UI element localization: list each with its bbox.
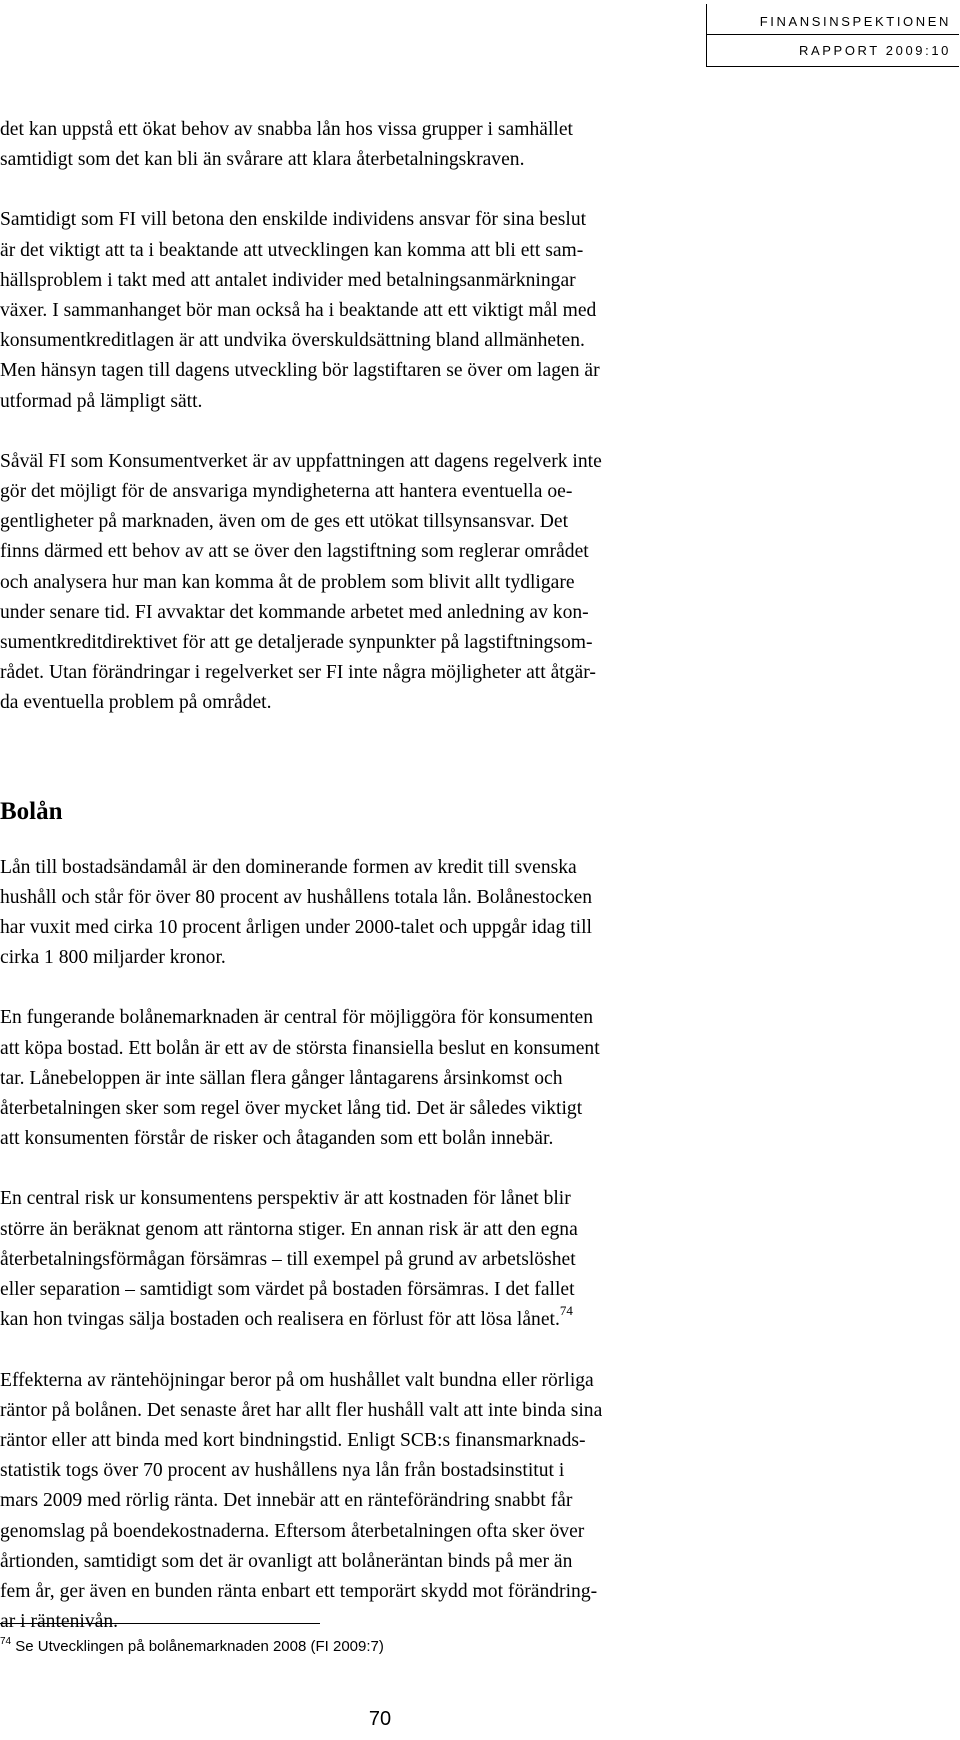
paragraph <box>0 115 954 175</box>
text-line: samtidigt som det kan bli än svårare att klara återbetalningskraven. <box>0 149 525 171</box>
page-number: 70 <box>368 1708 392 1730</box>
text-line: återbetalningsförmågan försämras – till exempel på grund av arbetslöshet <box>0 1248 576 1270</box>
text-line: utformad på lämpligt sätt. <box>0 390 203 412</box>
report-header <box>706 4 959 67</box>
footnote-reference: 74 <box>559 1303 573 1319</box>
footnote-divider <box>0 1623 320 1624</box>
text-line: tar. Lånebeloppen är inte sällan flera gånger låntagarens årsinkomst och <box>0 1067 563 1089</box>
text-line: konsumentkreditlagen är att undvika överskuldsättning bland allmänheten. <box>0 330 585 352</box>
paragraph <box>0 853 954 974</box>
text-line: att köpa bostad. Ett bolån är ett av de största finansiella beslut en konsument <box>0 1037 600 1059</box>
text-line-with-footnote <box>0 1305 954 1335</box>
text-line: ar i räntenivån. <box>0 1611 119 1633</box>
text-line: fem år, ger även en bunden ränta enbart ett temporärt skydd mot förändring- <box>0 1580 598 1602</box>
text-line: finns därmed ett behov av att se över den lagstiftning som reglerar området <box>0 541 589 563</box>
text-line: cirka 1 800 miljarder kronor. <box>0 947 226 969</box>
text-line: växer. I sammanhanget bör man också ha i beaktande att ett viktigt mål med <box>0 300 597 322</box>
text-line: eller separation – samtidigt som värdet på bostaden försämras. I det fallet <box>0 1279 575 1301</box>
text-line: genomslag på boendekostnaderna. Eftersom återbetalningen ofta sker över <box>0 1520 585 1542</box>
text-line: årtionden, samtidigt som det är ovanligt att bolåneräntan binds på mer än <box>0 1550 573 1572</box>
text-line: Samtidigt som FI vill betona den enskilde individens ansvar för sina beslut <box>0 209 587 231</box>
page-content <box>0 115 954 1667</box>
text-line: mars 2009 med rörlig ränta. Det innebär att en ränteförändring snabbt får <box>0 1490 573 1512</box>
text-line: sumentkreditdirektivet för att ge detaljerade synpunkter på lagstiftningsom- <box>0 632 593 654</box>
text-line: och analysera hur man kan komma åt de problem som blivit allt tydligare <box>0 571 575 593</box>
section-heading: Bolån <box>0 797 63 825</box>
paragraph <box>0 447 954 719</box>
footnote <box>0 1638 384 1655</box>
text-line: Men hänsyn tagen till dagens utveckling bör lagstiftaren se över om lagen är <box>0 360 600 382</box>
text-line: det kan uppstå ett ökat behov av snabba lån hos vissa grupper i samhället <box>0 119 573 140</box>
text-line: En fungerande bolånemarknaden är central för möjliggöra för konsumenten <box>0 1007 594 1029</box>
text-line: Såväl FI som Konsumentverket är av uppfattningen att dagens regelverk inte <box>0 450 602 472</box>
text-line: gentligheter på marknaden, även om de ges ett utökat tillsynsansvar. Det <box>0 511 569 533</box>
paragraph <box>0 1003 954 1154</box>
header-report-id: RAPPORT 2009:10 <box>799 43 951 58</box>
text-line: da eventuella problem på området. <box>0 692 272 714</box>
text-line: större än beräknat genom att räntorna stiger. En annan risk är att den egna <box>0 1218 578 1240</box>
paragraph <box>0 205 954 416</box>
text-line: är det viktigt att ta i beaktande att utvecklingen kan komma att bli ett sam- <box>0 239 584 261</box>
text-line: Lån till bostadsändamål är den dominerande formen av kredit till svenska <box>0 856 577 878</box>
text-line: att konsumenten förstår de risker och åtaganden som ett bolån innebär. <box>0 1128 554 1150</box>
text-line: kan hon tvingas sälja bostaden och realisera en förlust för att lösa lånet. <box>0 1309 560 1331</box>
text-line: Effekterna av räntehöjningar beror på om hushållet valt bundna eller rörliga <box>0 1369 594 1391</box>
text-line: under senare tid. FI avvaktar det kommande arbetet med anledning av kon- <box>0 601 589 623</box>
text-line: gör det möjligt för de ansvariga myndigheterna att hantera eventuella oe- <box>0 481 573 503</box>
text-line: statistik togs över 70 procent av hushållens nya lån från bostadsinstitut i <box>0 1460 565 1482</box>
text-line: hushåll och står för över 80 procent av hushållens totala lån. Bolånestocken <box>0 886 592 908</box>
text-line: återbetalningen sker som regel över mycket lång tid. Det är således viktigt <box>0 1098 583 1120</box>
text-line: En central risk ur konsumentens perspektiv är att kostnaden för lånet blir <box>0 1188 571 1210</box>
footnote-text: Se Utvecklingen på bolånemarknaden 2008 (FI 2009:7) <box>15 1638 384 1655</box>
paragraph <box>0 1366 954 1638</box>
footnote-number: 74 <box>0 1636 12 1647</box>
header-agency: FINANSINSPEKTIONEN <box>759 14 951 29</box>
text-line: hällsproblem i takt med att antalet individer med betalningsanmärkningar <box>0 269 576 291</box>
text-line: rådet. Utan förändringar i regelverket ser FI inte några möjligheter att åtgär- <box>0 662 596 684</box>
header-divider <box>707 34 959 35</box>
text-line: har vuxit med cirka 10 procent årligen under 2000-talet och uppgår idag till <box>0 917 592 939</box>
text-line: räntor eller att binda med kort bindningstid. Enligt SCB:s finansmarknads- <box>0 1429 586 1451</box>
paragraph <box>0 1184 954 1335</box>
text-line: räntor på bolånen. Det senaste året har allt fler hushåll valt att inte binda sina <box>0 1399 603 1421</box>
